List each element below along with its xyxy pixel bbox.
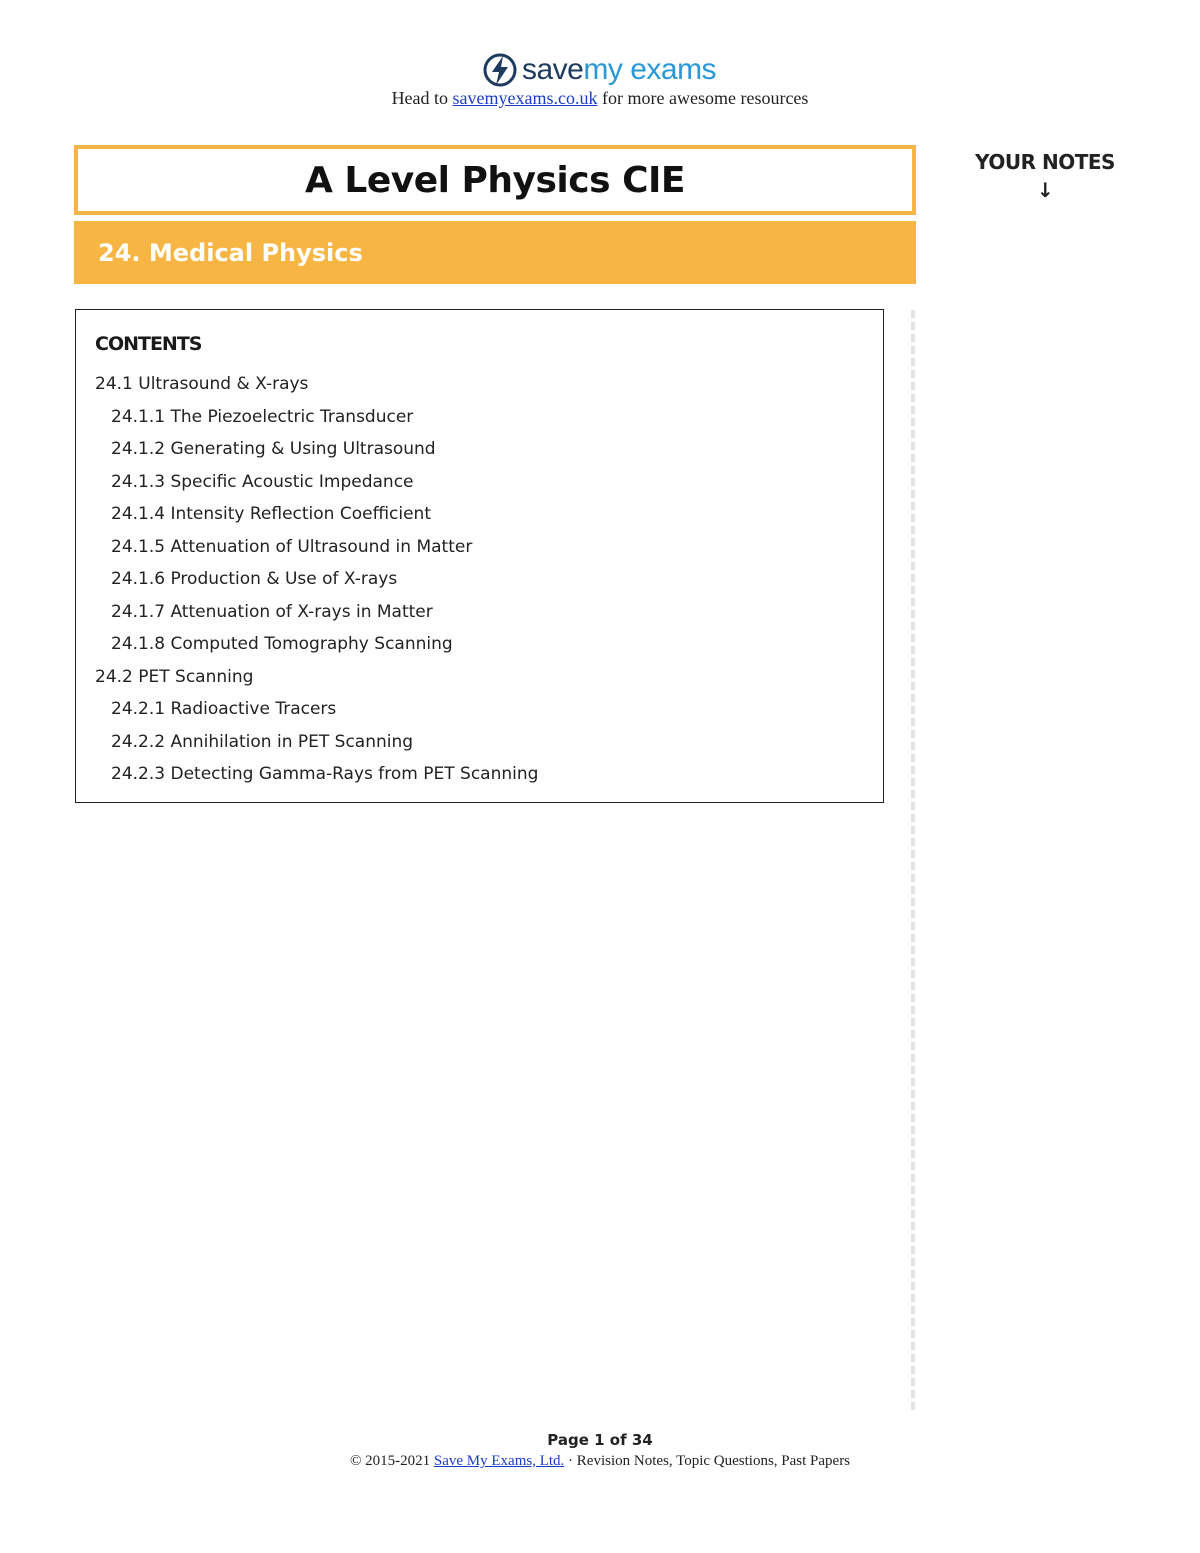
toc-item[interactable]: 24.1.8 Computed Tomography Scanning (111, 634, 453, 654)
page-title: A Level Physics CIE (305, 159, 685, 201)
header-suffix: for more awesome resources (597, 88, 809, 108)
toc-item[interactable]: 24.1.2 Generating & Using Ultrasound (111, 439, 436, 459)
toc-item[interactable]: 24.2 PET Scanning (95, 666, 254, 687)
toc-item[interactable]: 24.1.3 Specific Acoustic Impedance (111, 471, 414, 492)
toc-item[interactable]: 24.2.1 Radioactive Tracers (111, 699, 337, 719)
toc-item[interactable]: 24.1.1 The Piezoelectric Transducer (111, 406, 414, 427)
your-notes-text: YOUR NOTES (975, 150, 1115, 174)
footer-copy-suffix: · Revision Notes, Topic Questions, Past Papers (564, 1453, 851, 1469)
toc-item[interactable]: 24.2.2 Annihilation in PET Scanning (111, 731, 414, 752)
notes-divider (911, 310, 915, 1410)
page-number: Page 1 of 34 (547, 1431, 653, 1449)
logo (482, 50, 722, 90)
footer-copyright (0, 1453, 1200, 1470)
toc-item[interactable]: 24.1 Ultrasound & X-rays (95, 374, 309, 394)
toc-item[interactable]: 24.2.3 Detecting Gamma-Rays from PET Scanning (111, 764, 539, 784)
footer-company-link[interactable]: Save My Exams, Ltd. (433, 1453, 565, 1469)
footer-copy-prefix: © 2015-2021 (349, 1453, 434, 1469)
header-prefix: Head to (391, 88, 453, 108)
toc-item[interactable]: 24.1.6 Production & Use of X-rays (111, 569, 398, 589)
contents-box (75, 309, 884, 803)
your-notes-label (960, 148, 1130, 204)
lightning-bolt-icon (482, 52, 518, 88)
contents-heading: CONTENTS (95, 333, 202, 355)
logo-word-myexams: my exams (583, 53, 717, 86)
section-bar (74, 221, 916, 284)
header-line (0, 88, 1200, 109)
down-arrow-icon: ↓ (1036, 178, 1054, 202)
toc-item[interactable]: 24.1.7 Attenuation of X-rays in Matter (111, 601, 433, 622)
header-site-link[interactable]: savemyexams.co.uk (452, 88, 598, 108)
toc-item[interactable]: 24.1.5 Attenuation of Ultrasound in Matter (111, 536, 473, 557)
logo-word-save: save (522, 53, 584, 86)
logo-wordmark (522, 52, 716, 88)
section-title: 24. Medical Physics (98, 238, 363, 267)
toc-item[interactable]: 24.1.4 Intensity Reflection Coefficient (111, 504, 431, 524)
title-box (74, 145, 916, 215)
